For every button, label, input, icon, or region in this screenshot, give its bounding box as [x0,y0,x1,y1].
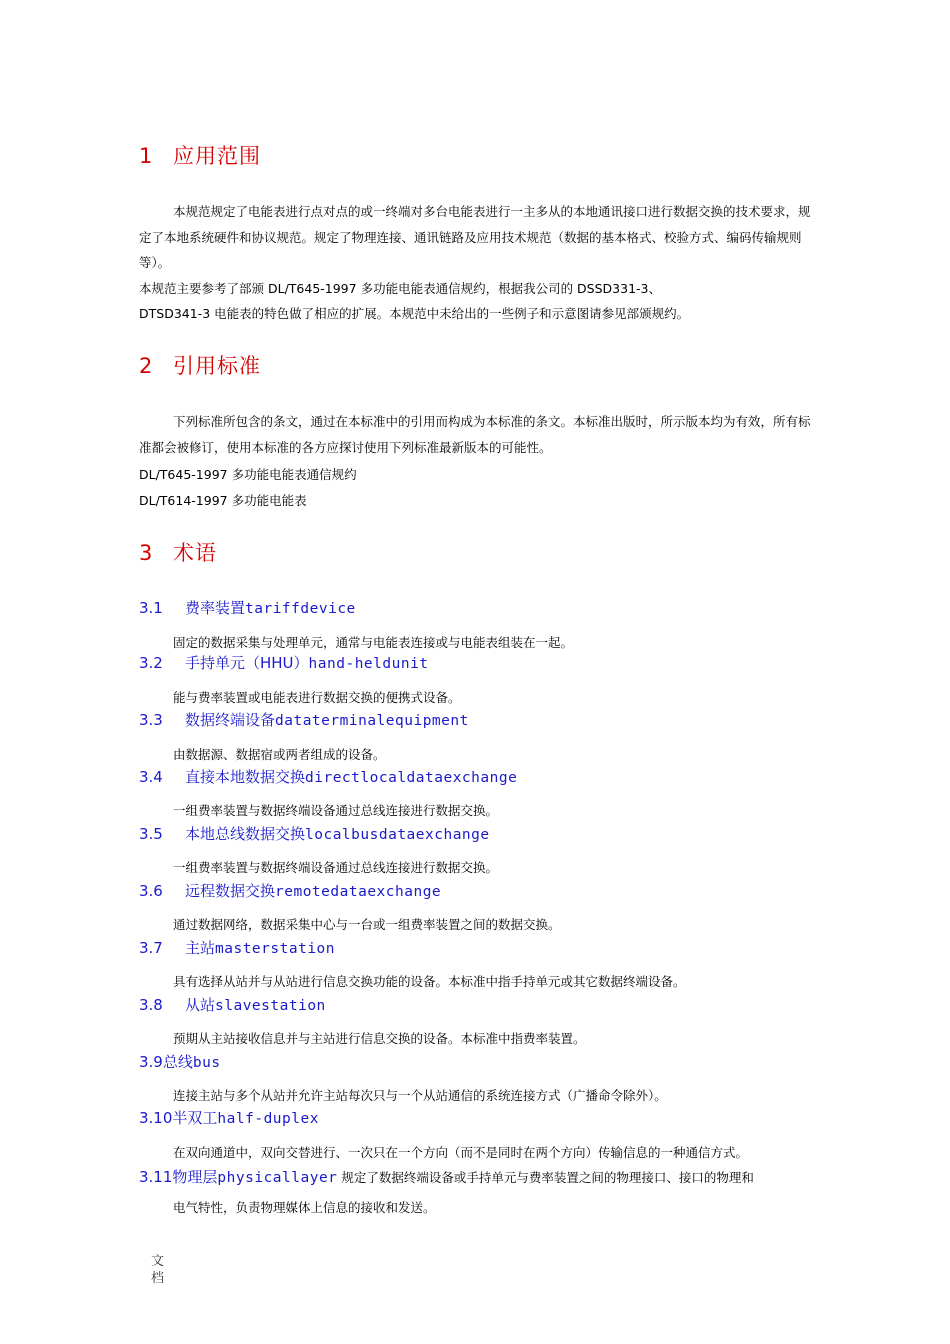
term-heading: 3.3 数据终端设备dataterminalequipment [139,711,469,729]
term-heading: 3.10半双工half-duplex [139,1109,319,1127]
section-title: 术语 [173,541,217,565]
section-title: 引用标准 [173,354,261,378]
scope-reference-line-1: 本规范主要参考了部颁 DL/T645-1997 多功能电能表通信规约，根据我公司的 DSSD331-3、 [139,281,661,296]
term-heading: 3.9总线bus [139,1053,221,1071]
section-heading-1 [139,140,261,170]
term-definition: 一组费率装置与数据终端设备通过总线连接进行数据交换。 [173,803,499,818]
term-heading: 3.8 从站slavestation [139,996,326,1014]
section-title: 应用范围 [173,144,261,168]
term-definition: 具有选择从站并与从站进行信息交换功能的设备。本标准中指手持单元或其它数据终端设备。 [173,974,686,989]
page-footer: 文 档 [151,1254,165,1286]
term-definition: 通过数据网络，数据采集中心与一台或一组费率装置之间的数据交换。 [173,917,561,932]
term-definition: 预期从主站接收信息并与主站进行信息交换的设备。本标准中指费率装置。 [173,1031,586,1046]
standard-ref-2: DL/T614-1997 多功能电能表 [139,493,307,508]
term-definition: 一组费率装置与数据终端设备通过总线连接进行数据交换。 [173,860,499,875]
term-3-11 [139,1163,813,1222]
section-number: 2 [139,354,154,378]
standards-paragraph: 下列标准所包含的条文，通过在本标准中的引用而构成为本标准的条文。本标准出版时，所示版本均为有效，所有标准都会被修订，使用本标准的各方应探讨使用下列标准最新版本的可能性。 [139,414,811,455]
scope-paragraph: 本规范规定了电能表进行点对点的或一终端对多台电能表进行一主多从的本地通讯接口进行数据交换的技术要求，规定了本地系统硬件和协议规范。规定了物理连接、通讯链路及应用技术规范（数据的基本格式、校验方式、编码传输规则等）。 [139,204,811,270]
term-definition-continued: 电气特性，负责物理媒体上信息的接收和发送。 [173,1200,436,1215]
term-heading: 3.7 主站masterstation [139,939,336,957]
term-heading: 3.2 手持单元（HHU）hand-heldunit [139,654,429,672]
term-heading: 3.5 本地总线数据交换localbusdataexchange [139,825,490,843]
section-number: 3 [139,541,154,565]
term-definition: 在双向通道中，双向交替进行、一次只在一个方向（而不是同时在两个方向）传输信息的一种通信方式。 [173,1145,749,1160]
term-definition: 由数据源、数据宿或两者组成的设备。 [173,747,386,762]
section-number: 1 [139,144,154,168]
section-heading-3 [139,537,217,567]
term-definition: 固定的数据采集与处理单元，通常与电能表连接或与电能表组装在一起。 [173,635,574,650]
term-definition: 能与费率装置或电能表进行数据交换的便携式设备。 [173,690,461,705]
term-definition: 连接主站与多个从站并允许主站每次只与一个从站通信的系统连接方式（广播命令除外）。 [173,1088,667,1103]
standard-ref-1: DL/T645-1997 多功能电能表通信规约 [139,467,357,482]
term-heading: 3.1 费率装置tariffdevice [139,599,356,617]
scope-reference-line-2: DTSD341-3 电能表的特色做了相应的扩展。本规范中未给出的一些例子和示意图请参见部颁规约。 [139,306,690,321]
term-definition: 规定了数据终端设备或手持单元与费率装置之间的物理接口、接口的物理和 [337,1170,754,1185]
term-heading: 3.11物理层physicallayer [139,1168,338,1186]
section-heading-2 [139,350,261,380]
term-heading: 3.6 远程数据交换remotedataexchange [139,882,442,900]
term-heading: 3.4 直接本地数据交换directlocaldataexchange [139,768,518,786]
